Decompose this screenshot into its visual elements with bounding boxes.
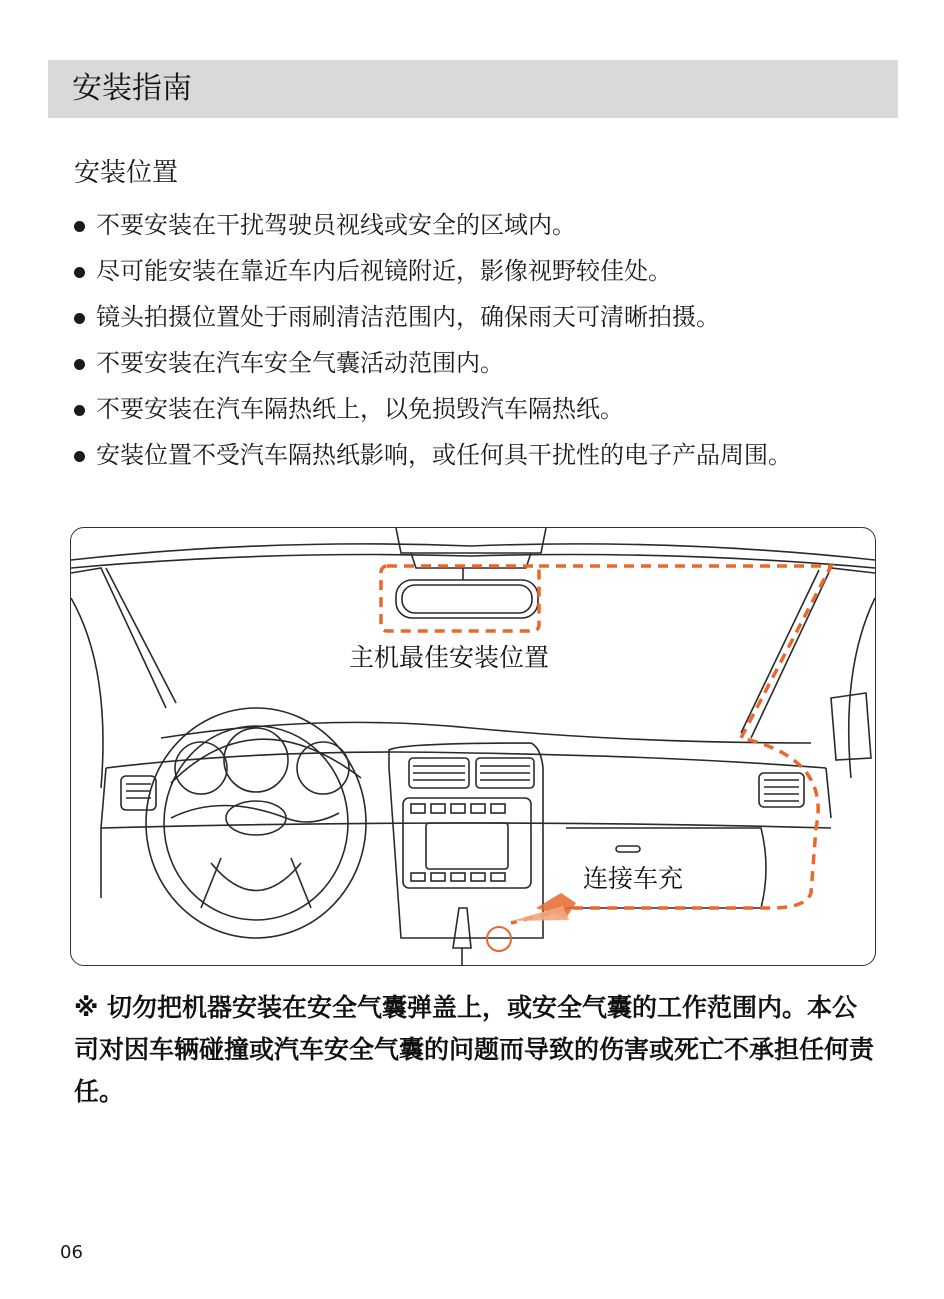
best-position-label: 主机最佳安装位置 (349, 643, 550, 672)
bullet-list (74, 202, 874, 471)
bullet-dot-icon (74, 313, 85, 324)
charger-label: 连接车充 (583, 864, 684, 893)
bullet-dot-icon (74, 359, 85, 370)
list-item-text: 尽可能安装在靠近车内后视镜附近，影像视野较佳处。 (96, 257, 672, 285)
list-item-text: 不要安装在汽车隔热纸上，以免损毁汽车隔热纸。 (96, 395, 624, 423)
header-bar (48, 60, 898, 118)
bullet-dot-icon (74, 405, 85, 416)
section-title: 安装位置 (74, 158, 179, 188)
page-number: 06 (60, 1242, 83, 1263)
list-item (74, 294, 874, 340)
list-item-text: 安装位置不受汽车隔热纸影响，或任何具干扰性的电子产品周围。 (96, 441, 792, 469)
bullet-dot-icon (74, 221, 85, 232)
list-item-text: 镜头拍摄位置处于雨刷清洁范围内，确保雨天可清晰拍摄。 (96, 303, 720, 331)
bullet-dot-icon (74, 451, 85, 462)
list-item (74, 386, 874, 432)
warning-text: ※ 切勿把机器安装在安全气囊弹盖上，或安全气囊的工作范围内。本公司对因车辆碰撞或汽车安全气囊的问题而导致的伤害或死亡不承担任何责任。 (74, 993, 875, 1106)
line-art (71, 528, 875, 965)
list-item (74, 340, 874, 386)
car-interior-drawing (71, 528, 875, 965)
dashboard-illustration (70, 527, 876, 966)
page-title: 安装指南 (72, 71, 192, 106)
bullet-dot-icon (74, 267, 85, 278)
list-item-text: 不要安装在干扰驾驶员视线或安全的区域内。 (96, 211, 576, 239)
list-item (74, 439, 874, 471)
list-item (74, 248, 874, 294)
list-item-text: 不要安装在汽车安全气囊活动范围内。 (96, 349, 504, 377)
list-item (74, 202, 874, 248)
